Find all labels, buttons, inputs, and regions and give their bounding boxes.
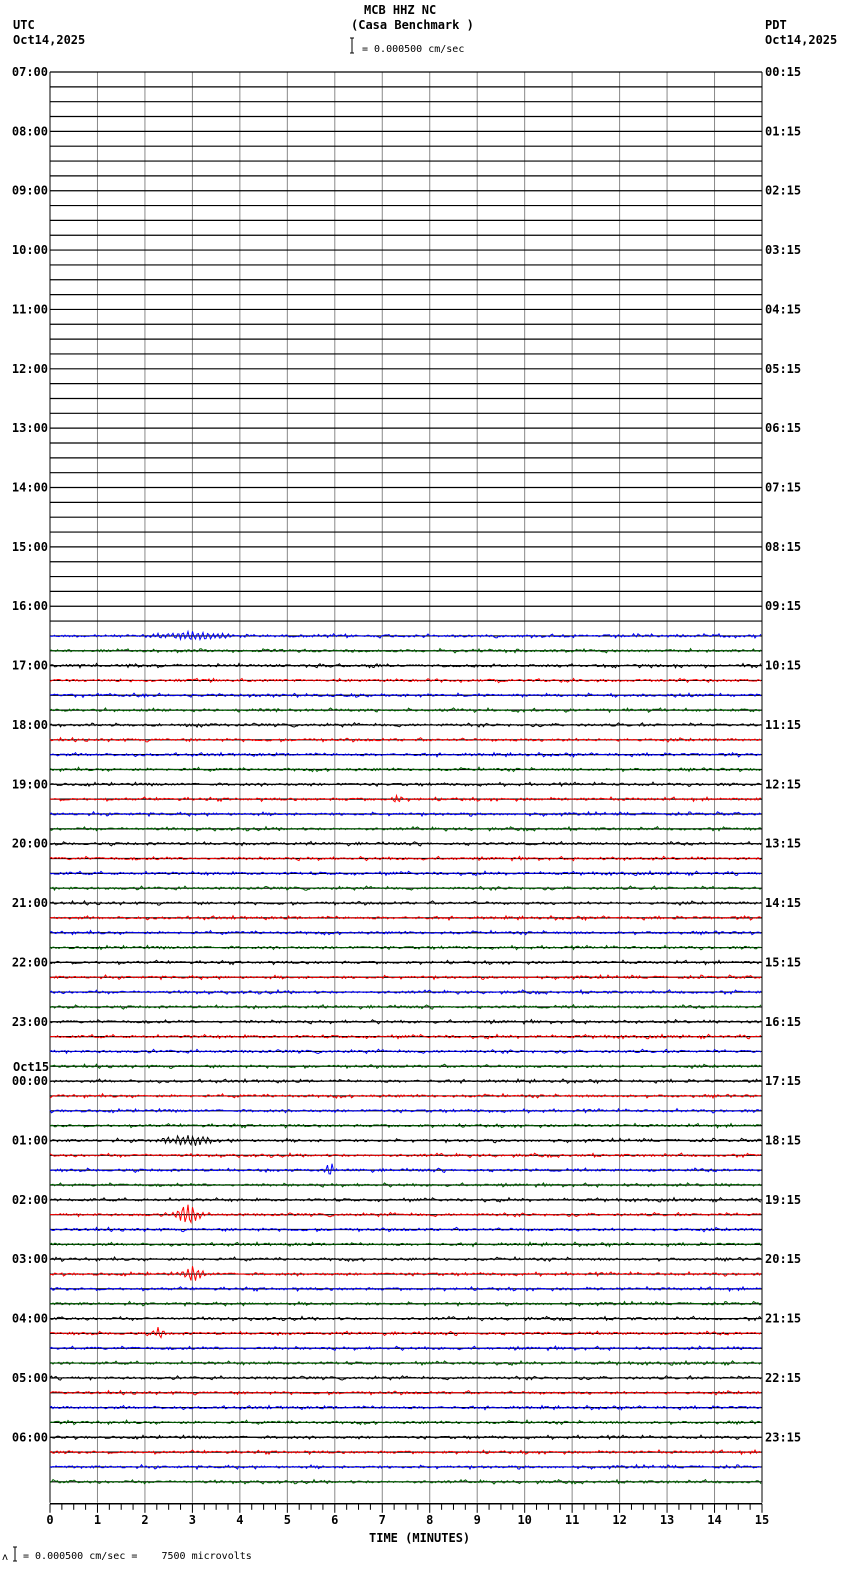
utc-hour-label: 20:00 (11, 836, 48, 851)
pdt-hour-label: 07:15 (765, 480, 802, 495)
pdt-hour-label: 08:15 (765, 539, 802, 554)
utc-hour-label: 02:00 (11, 1192, 48, 1207)
x-axis-label: TIME (MINUTES) (369, 1531, 471, 1545)
pdt-hour-label: 15:15 (765, 955, 802, 970)
utc-hour-label: 06:00 (11, 1430, 48, 1445)
right-date: Oct14,2025 (765, 33, 838, 47)
x-tick-label: 15 (754, 1512, 770, 1527)
site-name: (Casa Benchmark ) (351, 18, 474, 32)
pdt-hour-label: 17:15 (765, 1074, 802, 1089)
pdt-hour-label: 02:15 (765, 183, 802, 198)
utc-hour-label: 12:00 (11, 361, 48, 376)
utc-hour-label: 22:00 (11, 955, 48, 970)
x-tick-label: 8 (426, 1512, 434, 1527)
trace-line (50, 649, 761, 653)
footer-mu: ʌ (2, 1552, 9, 1563)
pdt-hour-label: 18:15 (765, 1133, 802, 1148)
trace-line (50, 1020, 761, 1024)
x-tick-label: 12 (612, 1512, 627, 1527)
x-tick-label: 14 (707, 1512, 722, 1527)
station-title: MCB HHZ NC (364, 3, 437, 17)
x-tick-label: 10 (517, 1512, 532, 1527)
pdt-hour-label: 19:15 (765, 1192, 802, 1207)
trace-line (50, 1153, 761, 1157)
pdt-hour-label: 13:15 (765, 836, 802, 851)
trace-line (50, 1302, 761, 1306)
pdt-hour-label: 03:15 (765, 243, 802, 258)
left-date: Oct14,2025 (13, 33, 86, 47)
pdt-hour-label: 21:15 (765, 1311, 802, 1326)
utc-hour-label: 15:00 (11, 539, 48, 554)
pdt-hour-label: 20:15 (765, 1252, 802, 1267)
utc-hour-label: 00:00 (11, 1074, 48, 1089)
x-tick-label: 13 (659, 1512, 675, 1527)
trace-line (50, 1205, 761, 1223)
x-tick-label: 5 (283, 1512, 291, 1527)
trace-line (50, 1164, 761, 1174)
pdt-hour-label: 06:15 (765, 421, 802, 436)
utc-hour-label: 09:00 (11, 183, 48, 198)
utc-hour-label: 18:00 (11, 717, 48, 732)
x-tick-label: 6 (331, 1512, 339, 1527)
pdt-hour-label: 16:15 (765, 1014, 802, 1029)
trace-line (50, 1327, 761, 1338)
utc-hour-label: 10:00 (11, 243, 48, 258)
trace-line (50, 1346, 761, 1350)
x-tick-label: 2 (141, 1512, 149, 1527)
utc-date-label: Oct15 (13, 1060, 50, 1075)
utc-hour-label: 11:00 (11, 302, 48, 317)
right-timezone: PDT (765, 18, 787, 32)
utc-hour-label: 13:00 (11, 421, 48, 436)
utc-hour-label: 07:00 (11, 65, 48, 79)
trace-line (50, 1406, 761, 1410)
x-tick-label: 7 (378, 1512, 386, 1527)
pdt-hour-label: 09:15 (765, 599, 802, 614)
utc-hour-label: 14:00 (11, 480, 48, 495)
scale-text: = 0.000500 cm/sec (362, 44, 465, 55)
x-tick-label: 4 (236, 1512, 244, 1527)
utc-hour-label: 04:00 (11, 1311, 48, 1326)
pdt-hour-label: 11:15 (765, 717, 802, 732)
utc-hour-label: 01:00 (11, 1133, 48, 1148)
scale-bar-icon (350, 38, 354, 53)
pdt-hour-label: 05:15 (765, 361, 802, 376)
trace-line (50, 1198, 761, 1202)
utc-hour-label: 21:00 (11, 896, 48, 911)
x-tick-label: 3 (188, 1512, 197, 1527)
x-tick-label: 0 (46, 1512, 54, 1527)
trace-line (50, 663, 761, 667)
footer-scale-bar-icon (13, 1547, 17, 1561)
pdt-hour-label: 01:15 (765, 124, 802, 139)
utc-hour-label: 03:00 (11, 1252, 48, 1267)
utc-hour-label: 08:00 (11, 124, 48, 139)
x-tick-label: 9 (473, 1512, 481, 1527)
pdt-hour-label: 22:15 (765, 1370, 802, 1385)
utc-hour-label: 23:00 (11, 1014, 48, 1029)
utc-hour-label: 19:00 (11, 777, 48, 792)
footer-scale-text: = 0.000500 cm/sec = 7500 microvolts (23, 1551, 252, 1562)
utc-hour-label: 16:00 (11, 599, 48, 614)
pdt-hour-label: 12:15 (765, 777, 802, 792)
pdt-hour-label: 14:15 (765, 896, 802, 911)
x-tick-label: 11 (564, 1512, 580, 1527)
trace-line (50, 782, 761, 786)
pdt-hour-label: 04:15 (765, 302, 802, 317)
pdt-hour-label: 23:15 (765, 1430, 802, 1445)
left-timezone: UTC (13, 18, 35, 32)
utc-hour-label: 05:00 (11, 1370, 48, 1385)
trace-line (50, 1316, 761, 1320)
utc-hour-label: 17:00 (11, 658, 48, 673)
pdt-hour-label: 00:15 (765, 65, 802, 79)
pdt-hour-label: 10:15 (765, 658, 802, 673)
x-tick-label: 1 (93, 1512, 102, 1527)
trace-line (50, 678, 761, 682)
trace-line (50, 1005, 761, 1009)
